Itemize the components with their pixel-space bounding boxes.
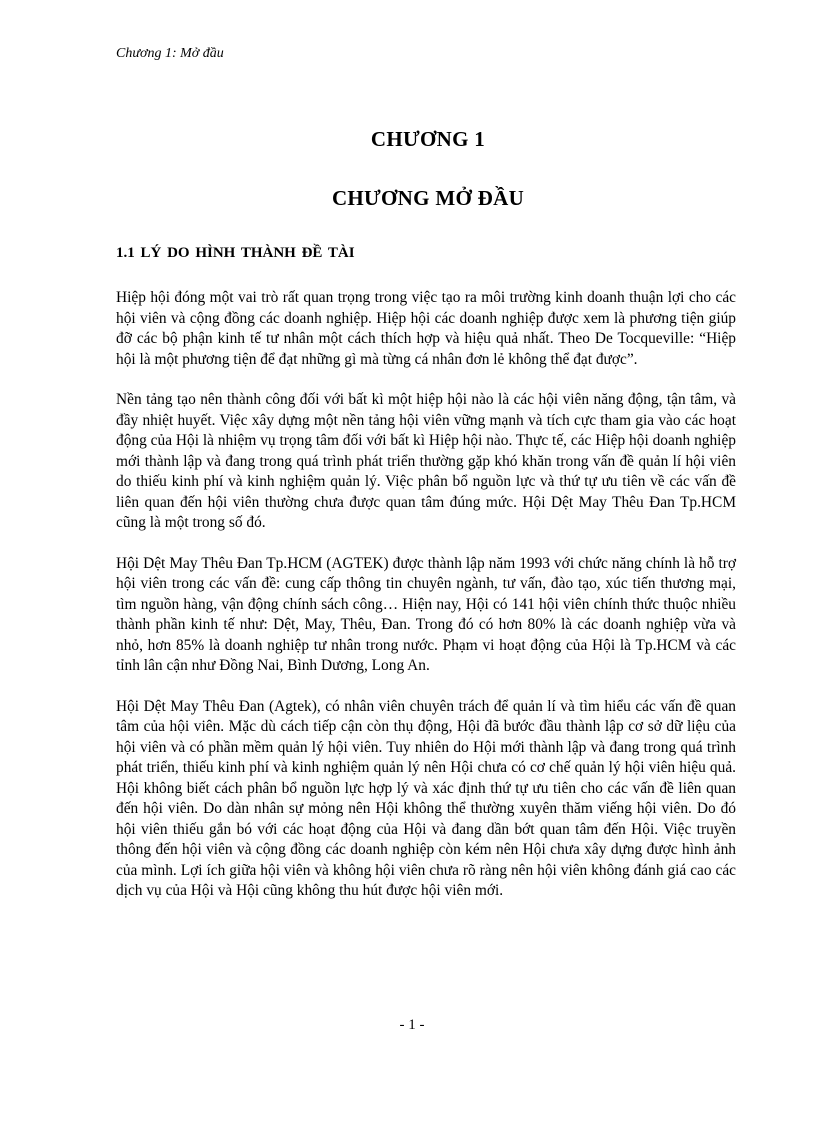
chapter-title: CHƯƠNG MỞ ĐẦU	[331, 186, 525, 210]
paragraph-2: Nền tảng tạo nên thành công đối với bất kì một hiệp hội nào là các hội viên năng động, tận tâm, và đầy nhiệt huyết. Việc xây dựng một nền tảng hội viên vững mạnh và tích cực tham gia vào các hoạt động của Hội là nhiệm vụ trọng tâm đối với bất kì Hiệp hội nào. Thực tế, các Hiệp hội doanh nghiệp mới thành lập và đang trong quá trình phát triển thường gặp khó khăn trong vấn đề quản lí hội viên do thiếu kinh phí và kinh nghiệm quản lý. Việc phân bổ nguồn lực và thứ tự ưu tiên về các vấn đề liên quan đến hội viên thường chưa được quan tâm đúng mức. Hội Dệt May Thêu Đan Tp.HCM cũng là một trong số đó.	[116, 391, 736, 531]
body-text	[116, 288, 736, 922]
section-heading: 1.1 LÝ DO HÌNH THÀNH ĐỀ TÀI	[116, 245, 355, 261]
running-header: Chương 1: Mở đầu	[116, 46, 224, 61]
paragraph-1: Hiệp hội đóng một vai trò rất quan trọng trong việc tạo ra môi trường kinh doanh thuận lợi cho các hội viên và cộng đồng các doanh nghiệp. Hiệp hội các doanh nghiệp được xem là phương tiện giúp đỡ các bộ phận kinh tế tư nhân một cách thích hợp và hiệu quả nhất. Theo De Tocqueville: “Hiệp hội là một phương tiện để đạt những gì mà từng cá nhân đơn lẻ không thể đạt được”.	[116, 289, 736, 368]
page-number: - 1 -	[399, 1017, 425, 1033]
paragraph-3: Hội Dệt May Thêu Đan Tp.HCM (AGTEK) được thành lập năm 1993 với chức năng chính là hỗ trợ hội viên trong các vấn đề: cung cấp thông tin chuyên ngành, tư vấn, đào tạo, xúc tiến thương mại, tìm nguồn hàng, vận động chính sách công… Hiện nay, Hội có 141 hội viên chính thức thuộc nhiều thành phần kinh tế như: Dệt, May, Thêu, Đan. Trong đó có hơn 80% là các doanh nghiệp vừa và nhỏ, hơn 85% là doanh nghiệp tư nhân trong nước. Phạm vi hoạt động của Hội là Tp.HCM và các tỉnh lân cận như Đồng Nai, Bình Dương, Long An.	[116, 554, 736, 674]
chapter-number: CHƯƠNG 1	[370, 127, 486, 151]
paragraph-4: Hội Dệt May Thêu Đan (Agtek), có nhân viên chuyên trách để quản lí và tìm hiểu các vấn đề quan tâm của hội viên. Mặc dù cách tiếp cận còn thụ động, Hội đã bước đầu thành lập cơ sở dữ liệu của hội viên và có phần mềm quản lý hội viên. Tuy nhiên do Hội mới thành lập và đang trong quá trình phát triển, thiếu kinh phí và kinh nghiệm quản lý nên Hội chưa có cơ chế quản lý hội viên hiệu quả. Hội không biết cách phân bổ nguồn lực hợp lý và xác định thứ tự ưu tiên cho các vấn đề liên quan đến hội viên. Do dàn nhân sự mỏng nên Hội không thể thường xuyên thăm viếng hội viên. Do đó hội viên thiếu gắn bó với các hoạt động của Hội và đang dần bớt quan tâm đến Hội. Việc truyền thông đến hội viên và cộng đồng các doanh nghiệp còn kém nên Hội chưa xây dựng được hình ảnh của mình. Lợi ích giữa hội viên và không hội viên chưa rõ ràng nên hội viên không đánh giá cao các dịch vụ của Hội và Hội cũng không thu hút được hội viên mới.	[116, 697, 736, 899]
